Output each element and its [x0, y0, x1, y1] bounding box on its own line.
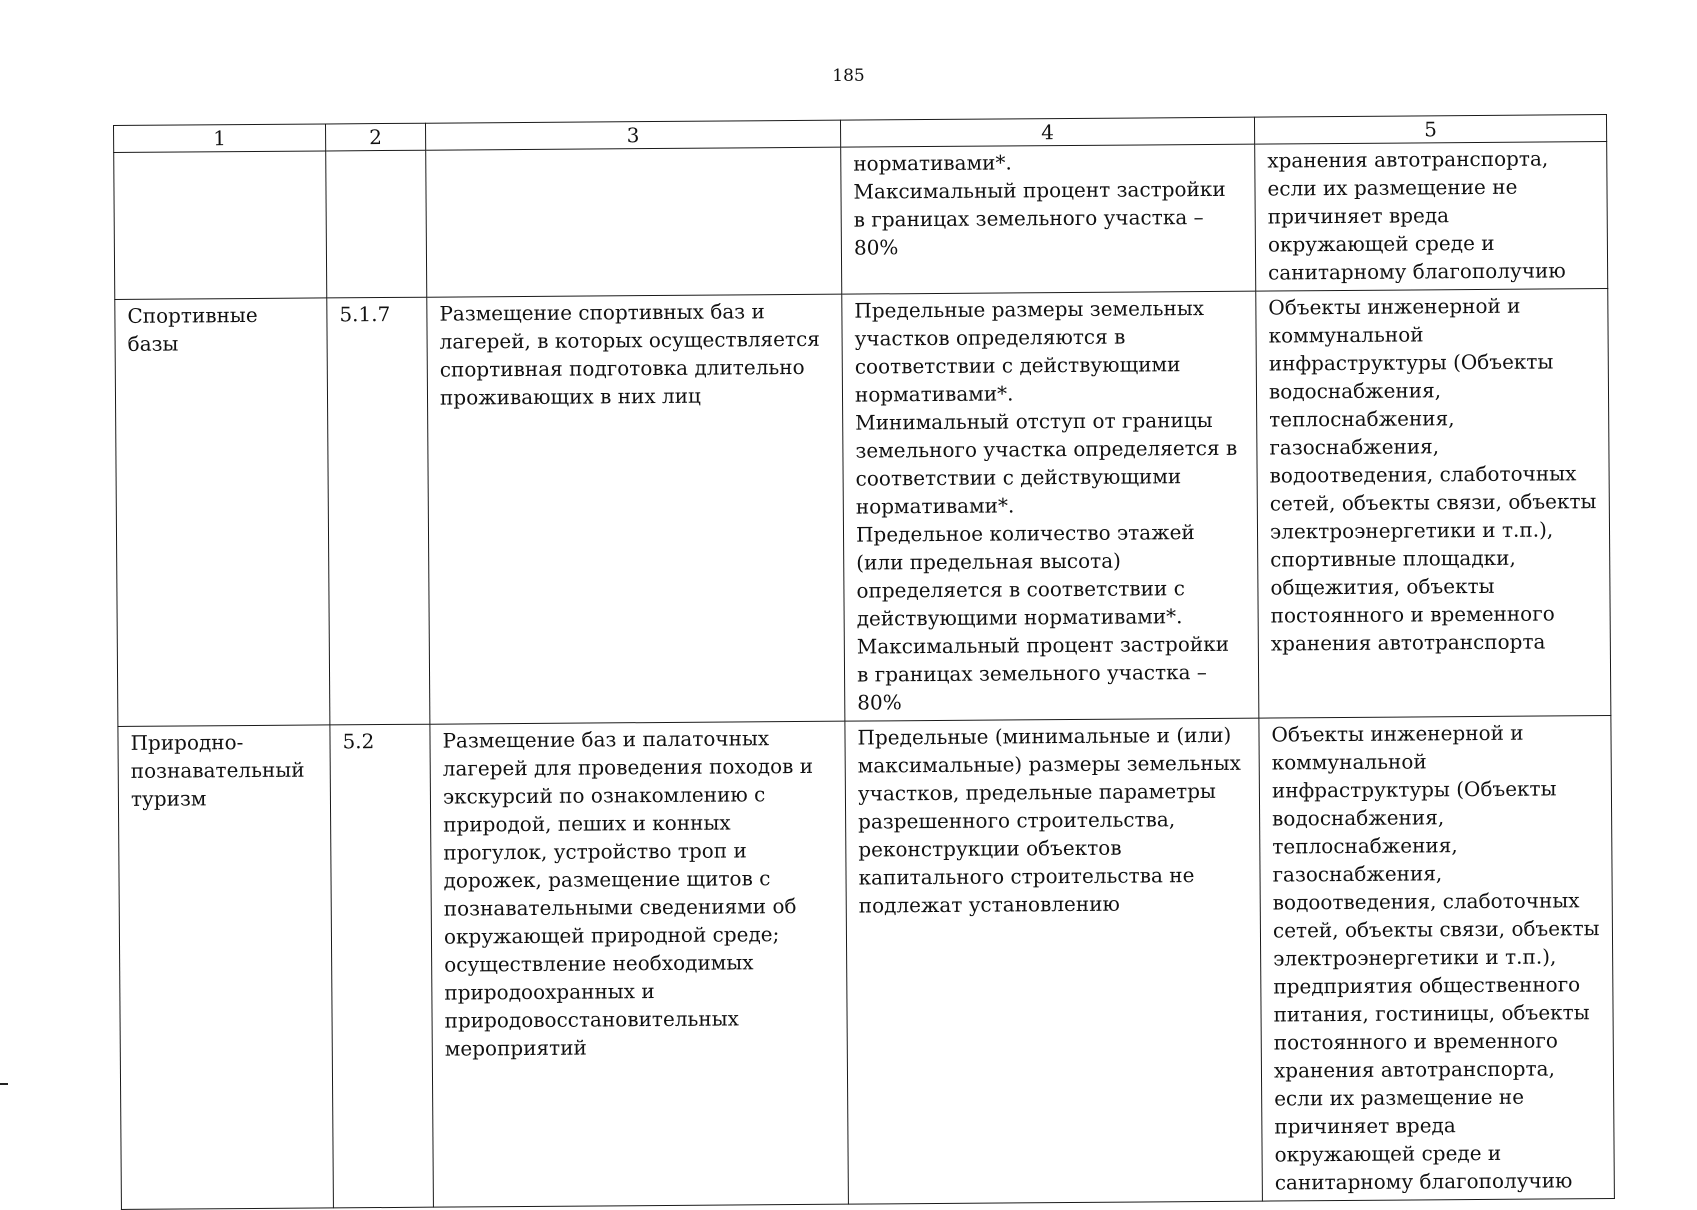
- margin-mark: [0, 1083, 8, 1085]
- parameters-text: Предельные размеры земельных участков определяются в соответствии с действующими нормативами*. Минимальный отступ от границы земельного участка определяется в соответствии с действующими нормативами*. Предельное количество этажей (или предельная высота) определяется в соответствии с действующими нормативами*. Максимальный процент застройки в границах земельного участка – 80%: [854, 296, 1238, 715]
- header-cell-2: 2: [325, 123, 425, 151]
- row-related-objects: Объекты инженерной и коммунальной инфраструктуры (Объекты водоснабжения, теплоснабжения, газоснабжения, водоотведения, слаботочных сетей, объекты связи, объекты электроэнергетики и т.п.), предприятия общественного питания, гостиницы, объекты постоянного и временного хранения автотранспорта, если их размещение не причиняет вреда окружающей среде и санитарному благополучию: [1259, 716, 1615, 1202]
- row-description: Размещение спортивных баз и лагерей, в которых осуществляется спортивная подготовка длительно проживающих в них лиц: [427, 294, 845, 724]
- header-cell-3: 3: [425, 120, 840, 150]
- row-land-use-name: Спортивные базы: [115, 298, 330, 727]
- row-land-use-name: [114, 151, 327, 300]
- header-cell-1: 1: [114, 124, 326, 153]
- row-description: Размещение баз и палаточных лагерей для проведения походов и экскурсий по ознакомлению с природой, пеших и конных прогулок, устройство троп и дорожек, размещение щитов с познавательными сведениями об окружающей природной среде; осуществление необходимых природоохранных и природовосстановительных мероприятий: [430, 721, 849, 1207]
- header-cell-5: 5: [1254, 115, 1606, 145]
- row-code: 5.2: [330, 724, 434, 1208]
- table-container: [113, 114, 1614, 1210]
- table-row: [118, 716, 1615, 1210]
- table-row: [115, 289, 1611, 727]
- row-description: [426, 147, 842, 297]
- row-parameters: [842, 291, 1259, 721]
- header-cell-4: 4: [840, 117, 1254, 147]
- row-related-objects: хранения автотранспорта, если их размещение не причиняет вреда окружающей среде и санитарному благополучию: [1255, 142, 1608, 292]
- parameters-text: Предельные (минимальные и (или) максимальные) размеры земельных участков, предельные параметры разрешенного строительства, реконструкции объектов капитального строительства не подлежат установлению: [857, 722, 1241, 918]
- row-land-use-name: Природно-познавательный туризм: [118, 725, 334, 1210]
- zoning-table: [113, 114, 1615, 1210]
- row-parameters: [845, 718, 1263, 1204]
- row-code: 5.1.7: [327, 297, 430, 725]
- page-number: 185: [832, 66, 865, 86]
- table-row: [114, 142, 1608, 300]
- row-parameters: [841, 144, 1256, 294]
- parameters-text: нормативами*. Максимальный процент застройки в границах земельного участка – 80%: [853, 150, 1226, 260]
- row-related-objects: Объекты инженерной и коммунальной инфраструктуры (Объекты водоснабжения, теплоснабжения, газоснабжения, водоотведения, слаботочных сетей, объекты связи, объекты электроэнергетики и т.п.), спортивные площадки, общежития, объекты постоянного и временного хранения автотранспорта: [1256, 289, 1611, 719]
- row-code: [326, 150, 427, 298]
